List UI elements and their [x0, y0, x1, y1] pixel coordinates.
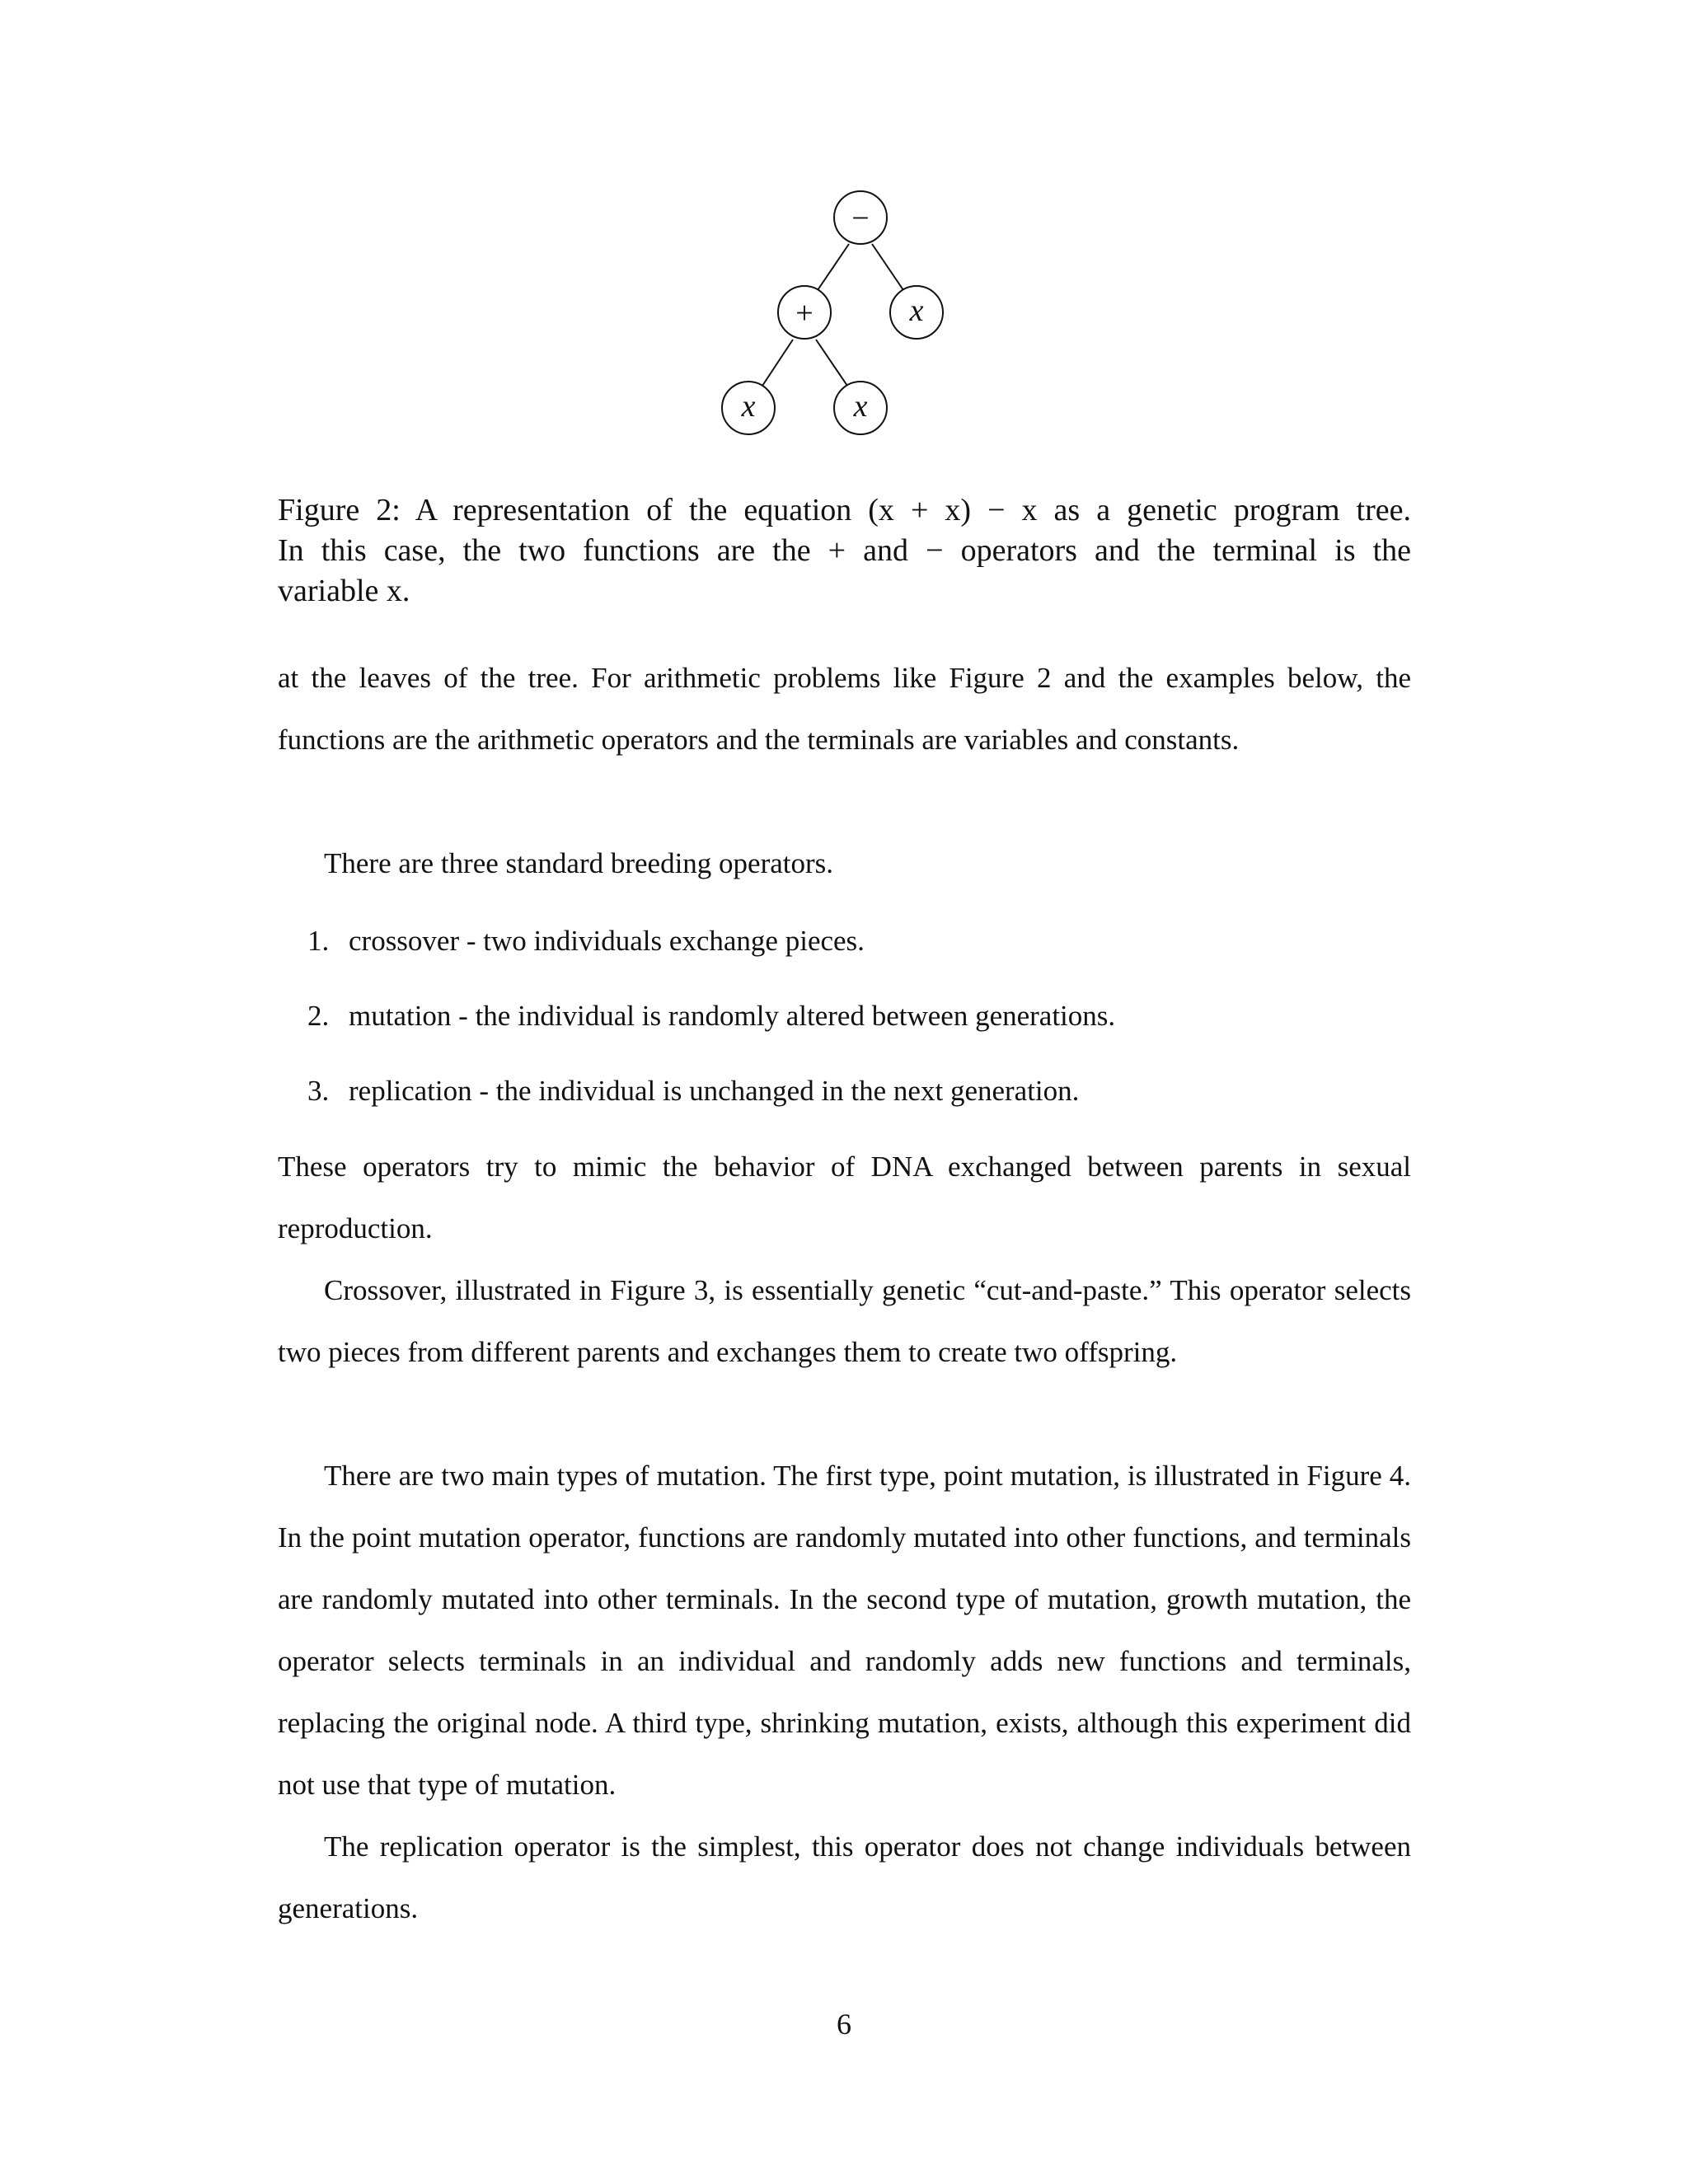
edge-root-left — [818, 244, 849, 290]
tree-node-root — [834, 191, 887, 244]
list-item-3-number: 3. — [307, 1075, 330, 1107]
paragraph-3-text: These operators try to mimic the behavior of DNA exchanged between parents in sexual reproduction. — [278, 1151, 1411, 1244]
paragraph-1-text: at the leaves of the tree. For arithmetic problems like Figure 2 and the examples below, the functions are the arithmetic operators and the terminals are variables and constants. — [278, 662, 1411, 756]
edge-left-leftleft — [762, 340, 793, 386]
paragraph-5-text: There are two main types of mutation. The first type, point mutation, is illustrated in Figure 4. In the point mutation operator, functions are randomly mutated into other functions, and terminals are randomly mutated into other terminals. In the second type of mutation, growth mutation, the operator selects terminals in an individual and randomly adds new functions and terminals, replacing the original node. A third type, shrinking mutation, exists, although this experiment did not use that type of mutation. — [278, 1460, 1411, 1801]
list-item-2 — [307, 1000, 1115, 1033]
list-item-2-text: mutation - the individual is randomly altered between generations. — [349, 1000, 1116, 1032]
paragraph-4-text: Crossover, illustrated in Figure 3, is essentially genetic “cut-and-paste.” This operator selects two pieces from different parents and exchanges them to create two offspring. — [278, 1274, 1411, 1368]
paragraph-4 — [278, 1259, 1411, 1383]
figure-2-caption — [278, 490, 1411, 612]
list-item-3 — [307, 1075, 1079, 1108]
edge-left-leftright — [816, 340, 847, 386]
tree-node-root-label: − — [851, 201, 870, 236]
paragraph-6-text: The replication operator is the simplest, this operator does not change individuals between generations. — [278, 1830, 1411, 1924]
edge-root-right — [872, 244, 903, 290]
paragraph-2-text: There are three standard breeding operators. — [324, 847, 834, 879]
tree-node-left-left-label: x — [741, 389, 756, 424]
list-item-1-number: 1. — [307, 925, 330, 957]
list-item-2-number: 2. — [307, 1000, 330, 1032]
caption-line-3: variable x. — [278, 574, 410, 608]
paragraph-6 — [278, 1816, 1411, 1939]
list-item-1 — [307, 925, 865, 958]
tree-diagram — [0, 0, 1688, 462]
tree-node-right-label: x — [909, 293, 924, 328]
paragraph-2 — [278, 832, 1411, 894]
paragraph-1 — [278, 647, 1411, 771]
tree-node-left-right — [834, 382, 887, 434]
list-item-1-text: crossover - two individuals exchange pieces. — [349, 925, 865, 957]
page-number: 6 — [837, 2008, 851, 2041]
tree-node-left-left — [722, 382, 775, 434]
caption-line-2: In this case, the two functions are the + and − operators and the terminal is the — [278, 533, 1411, 568]
tree-node-right — [890, 286, 943, 339]
tree-node-left-label: + — [795, 296, 814, 330]
tree-node-left — [778, 286, 831, 339]
list-item-3-text: replication - the individual is unchanged in the next generation. — [349, 1075, 1080, 1107]
caption-line-1: Figure 2: A representation of the equation (x + x) − x as a genetic program tree. — [278, 493, 1411, 527]
paragraph-3 — [278, 1136, 1411, 1259]
paragraph-5 — [278, 1445, 1411, 1816]
figure-2-tree — [0, 0, 1688, 462]
tree-node-left-right-label: x — [853, 389, 868, 424]
